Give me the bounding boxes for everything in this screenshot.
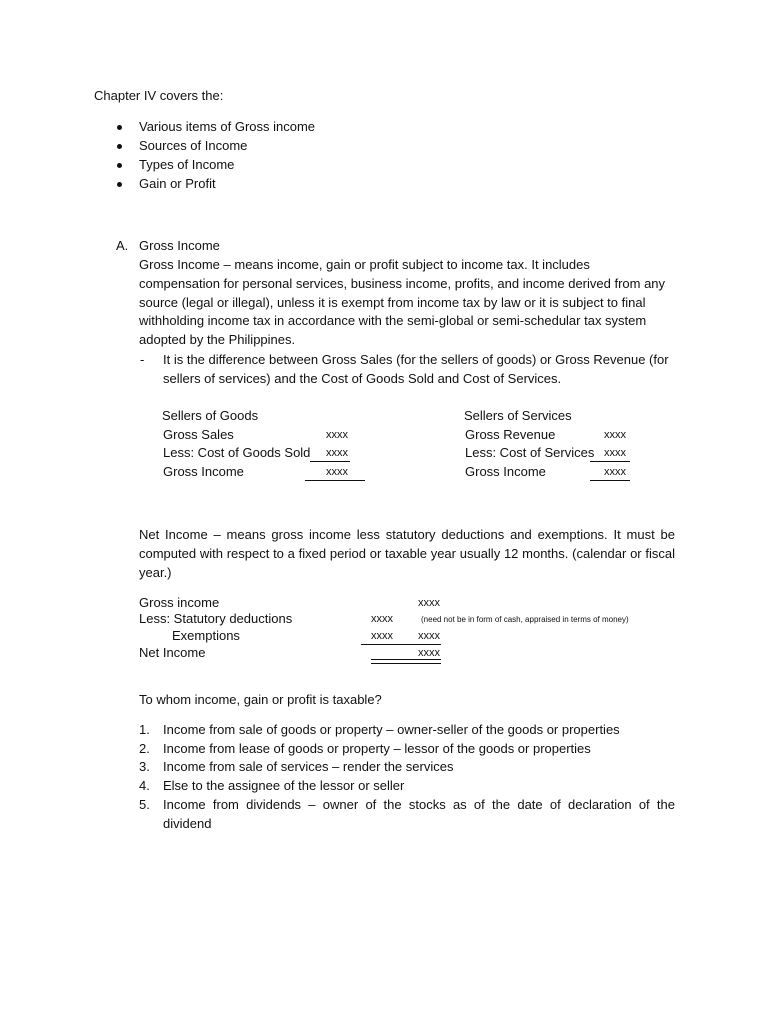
- double-underline-rule: [371, 659, 441, 664]
- section-title: Gross Income: [139, 238, 220, 253]
- underline-rule: [310, 461, 350, 462]
- table-row-label: Gross income: [139, 595, 220, 610]
- table-row-value: xxxx: [604, 466, 626, 478]
- table-row-label: Gross Sales: [163, 427, 234, 442]
- table-header: Sellers of Services: [464, 408, 572, 423]
- section-marker: A.: [116, 238, 129, 253]
- table-row-label: Exemptions: [172, 628, 240, 643]
- table-row-label: Gross Income: [465, 464, 546, 479]
- paragraph-line: Gross Income – means income, gain or profit subject to income tax. It includes: [139, 257, 590, 272]
- underline-rule: [590, 461, 630, 462]
- underline-rule: [361, 644, 441, 645]
- table-row-label: Less: Statutory deductions: [139, 611, 293, 626]
- table-row-value: xxxx: [371, 613, 393, 625]
- dash-marker: -: [140, 352, 145, 367]
- gross-income-definition: [139, 256, 665, 350]
- table-row-value: xxxx: [418, 630, 440, 642]
- table-row-label: Less: Cost of Services: [465, 445, 595, 460]
- paragraph-line: source (legal or illegal), unless it is exempt from income tax by law or it is subject to final: [139, 294, 646, 310]
- bullet-icon: [117, 163, 122, 168]
- list-item: Various items of Gross income: [139, 119, 316, 134]
- table-row-value: xxxx: [604, 447, 626, 459]
- paragraph-line: It is the difference between Gross Sales (for the sellers of goods) or Gross Revenue (for: [163, 352, 669, 367]
- paragraph-line: adopted by the Philippines.: [139, 332, 296, 347]
- list-number: 4.: [139, 778, 150, 793]
- table-row-value: xxxx: [326, 429, 348, 441]
- table-row-value: xxxx: [326, 466, 348, 478]
- table-row-label: Gross Income: [163, 464, 244, 479]
- table-row-value: xxxx: [418, 647, 440, 659]
- table-row-label: Gross Revenue: [465, 427, 556, 442]
- list-item: Gain or Profit: [139, 176, 216, 191]
- list-number: 3.: [139, 759, 150, 774]
- paragraph-line: withholding income tax in accordance with the semi-global or semi-schedular tax system: [139, 313, 647, 329]
- bullet-icon: [117, 144, 122, 149]
- underline-rule: [305, 480, 365, 481]
- list-item: Types of Income: [139, 157, 235, 172]
- difference-note: [163, 351, 669, 389]
- table-row-label: Net Income: [139, 645, 206, 660]
- list-item: Sources of Income: [139, 138, 248, 153]
- list-number: 5.: [139, 797, 150, 812]
- net-income-definition: Net Income – means gross income less statutory deductions and exemptions. It must be computed with respect to a fixed period or taxable year usually 12 months. (calendar or fiscal year.): [139, 527, 675, 580]
- chapter-heading: Chapter IV covers the:: [94, 88, 224, 103]
- bullet-icon: [117, 182, 122, 187]
- table-header: Sellers of Goods: [162, 408, 259, 423]
- list-item: Income from sale of goods or property – owner-seller of the goods or properties: [163, 722, 620, 737]
- list-item-continuation: dividend: [163, 816, 212, 831]
- table-row-value: xxxx: [326, 447, 348, 459]
- list-item: Income from sale of services – render the services: [163, 759, 454, 774]
- table-row-value: xxxx: [371, 630, 393, 642]
- list-item: Income from lease of goods or property – lessor of the goods or properties: [163, 741, 591, 756]
- table-row-value: xxxx: [418, 597, 440, 609]
- table-row-label: Less: Cost of Goods Sold: [163, 445, 311, 460]
- list-number: 2.: [139, 741, 150, 756]
- bullet-icon: [117, 125, 122, 130]
- paragraph-line: compensation for personal services, business income, profits, and income derived from any: [139, 275, 666, 291]
- list-item: Else to the assignee of the lessor or seller: [163, 778, 405, 793]
- paragraph-line: sellers of services) and the Cost of Goods Sold and Cost of Services.: [163, 370, 562, 386]
- table-row-value: xxxx: [604, 429, 626, 441]
- list-number: 1.: [139, 722, 150, 737]
- taxable-question: To whom income, gain or profit is taxable?: [139, 692, 382, 707]
- underline-rule: [590, 480, 630, 481]
- list-item: Income from dividends – owner of the stocks as of the date of declaration of the: [163, 797, 675, 812]
- deduction-note: (need not be in form of cash, appraised in terms of money): [421, 615, 629, 624]
